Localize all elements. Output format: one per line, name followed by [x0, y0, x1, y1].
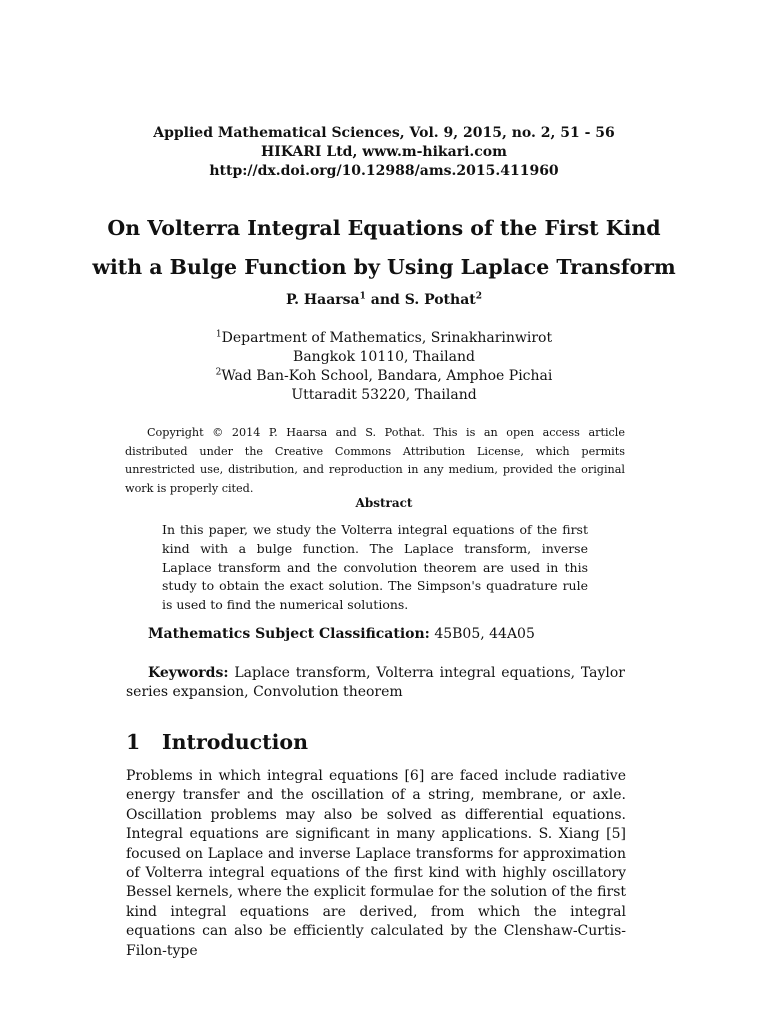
affiliations — [0, 329, 768, 405]
journal-header — [0, 124, 768, 181]
publisher-line: HIKARI Ltd, www.m-hikari.com — [261, 144, 507, 160]
abstract-heading: Abstract — [355, 496, 413, 510]
keywords-value: Laplace transform, Volterra integral equations, Taylor series expansion, Convolution theorem — [126, 665, 625, 700]
msc-label: Mathematics Subject Classification: — [148, 626, 430, 642]
msc-value: 45B05, 44A05 — [434, 626, 535, 642]
affiliation-2-mark: 2 — [215, 367, 222, 378]
affiliation-1-dept: Department of Mathematics, Srinakharinwirot — [221, 330, 553, 346]
keywords — [126, 664, 625, 702]
section-title: Introduction — [162, 730, 308, 754]
affiliation-2-line-1 — [0, 367, 768, 386]
author-list — [0, 291, 768, 309]
copyright-notice: Copyright © 2014 P. Haarsa and S. Pothat. This is an open access article distributed under the Creative Commons Attribution License, which permits unrestricted use, distribution, and reproduction in any medium, provided the original work is properly cited. — [125, 426, 625, 495]
author-1: P. Haarsa — [285, 292, 360, 308]
author-1-affil-mark: 1 — [359, 291, 366, 302]
doi-line: http://dx.doi.org/10.12988/ams.2015.411960 — [209, 163, 559, 179]
affiliation-1-line-1 — [0, 329, 768, 348]
author-2: S. Pothat — [404, 292, 476, 308]
abstract-text: In this paper, we study the Volterra integral equations of the first kind with a bulge function. The Laplace transform, inverse Laplace transform and the convolution theorem are used in this study to obtain the exact solution. The Simpson's quadrature rule is used to find the numerical solutions. — [162, 522, 588, 613]
title-line-1: On Volterra Integral Equations of the First Kind — [107, 216, 661, 240]
paper-title — [0, 209, 768, 287]
affiliation-2-school: Wad Ban-Koh School, Bandara, Amphoe Pichai — [221, 368, 553, 384]
introduction-paragraph: Problems in which integral equations [6] are faced include radiative energy transfer and the oscillation of a string, membrane, or axle. Oscillation problems may also be solved as differential equations. Integral equations are significant in many applications. S. Xiang [5] focused on Laplace and inverse Laplace transforms for approximation of Volterra integral equations of the first kind with highly oscillatory Bessel kernels, where the explicit formulae for the solution of the first kind integral equations are derived, from which the integral equations can also be efficiently calculated by the Clenshaw-Curtis-Filon-type — [126, 768, 626, 959]
affiliation-1-mark: 1 — [215, 329, 222, 340]
author-conjunction: and — [365, 292, 405, 308]
title-line-2: with a Bulge Function by Using Laplace Transform — [92, 255, 676, 279]
author-2-affil-mark: 2 — [475, 291, 483, 302]
keywords-label: Keywords: — [148, 665, 229, 681]
journal-citation: Applied Mathematical Sciences, Vol. 9, 2015, no. 2, 51 - 56 — [153, 125, 615, 141]
affiliation-2-line-2: Uttaradit 53220, Thailand — [291, 387, 477, 403]
affiliation-1-line-2: Bangkok 10110, Thailand — [293, 349, 475, 365]
subject-classification — [148, 625, 628, 643]
section-heading — [126, 728, 626, 756]
section-number: 1 — [126, 730, 141, 754]
